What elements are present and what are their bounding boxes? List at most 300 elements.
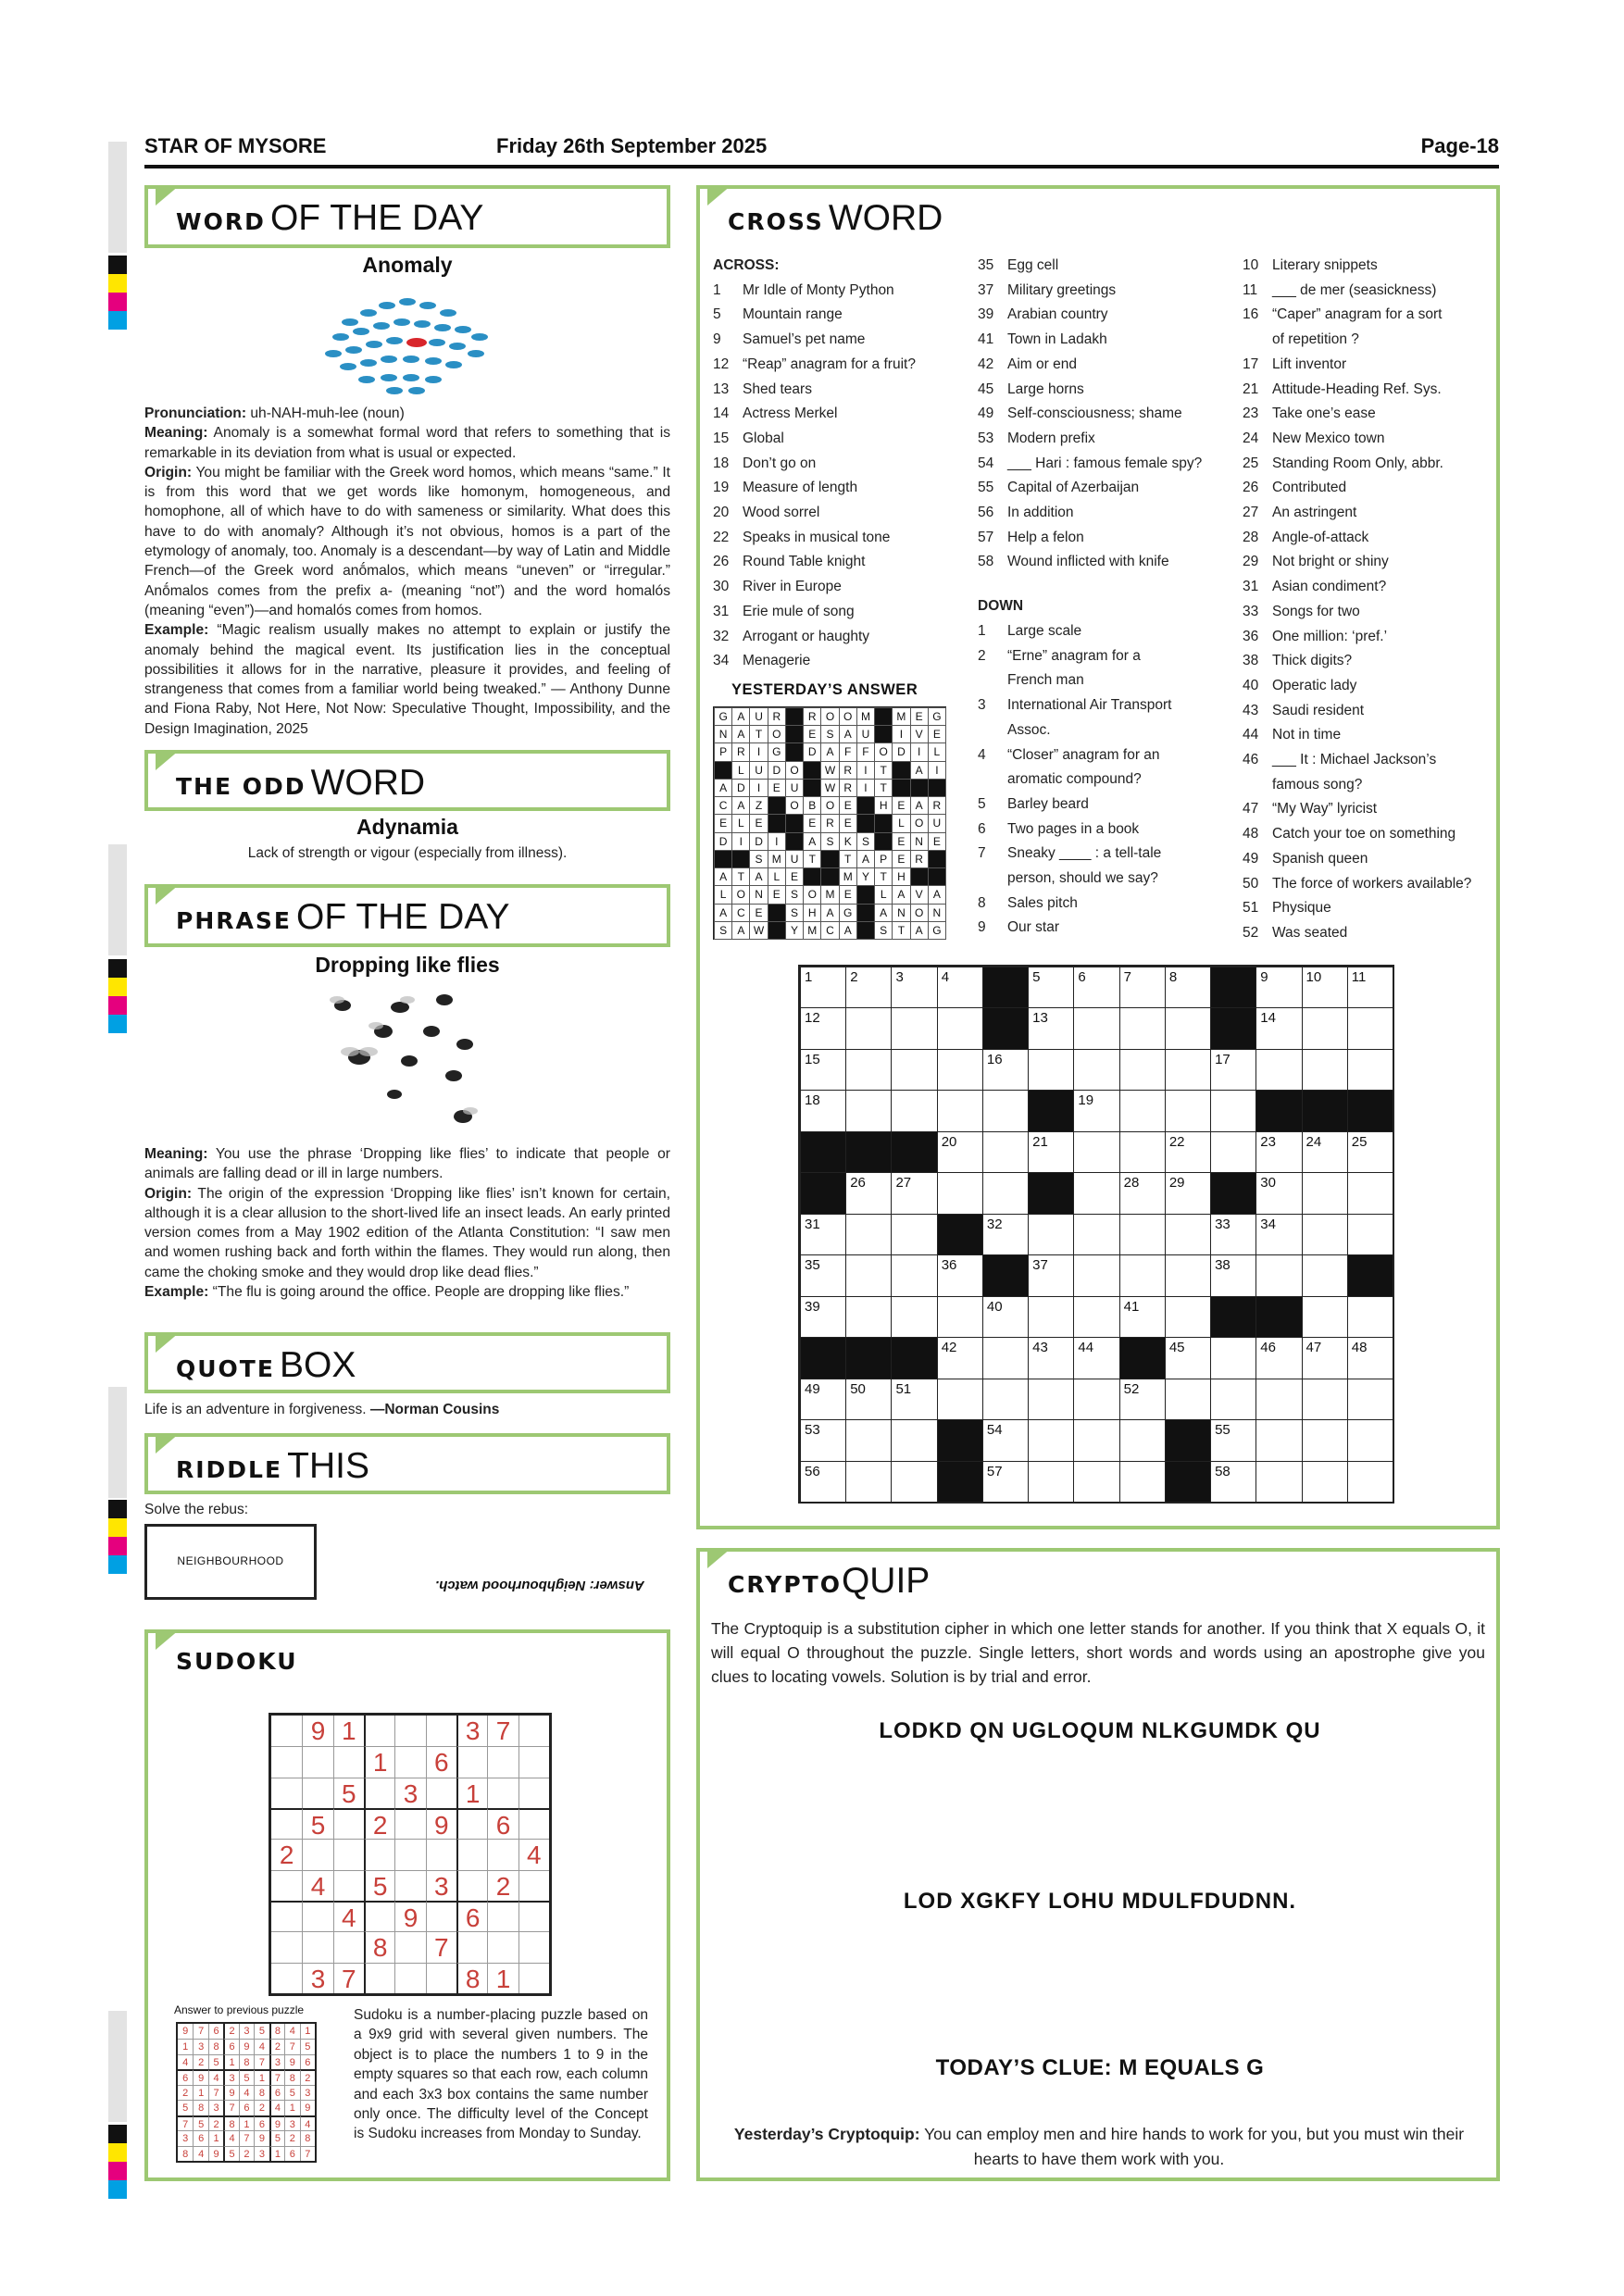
clue-number: 46	[1243, 752, 1259, 767]
sudoku-cell[interactable]	[456, 1870, 487, 1901]
crossword-cell[interactable]	[1119, 1296, 1166, 1338]
answer-cell: S	[714, 921, 732, 940]
crossword-cell[interactable]	[1119, 967, 1166, 1008]
crossword-cell[interactable]	[1165, 1254, 1211, 1296]
crossword-cell[interactable]	[1073, 1379, 1119, 1420]
clue-item	[713, 306, 843, 323]
crossword-cell[interactable]	[1210, 1214, 1256, 1255]
crossword-cell[interactable]	[891, 1214, 937, 1255]
crossword-cell[interactable]	[1073, 1131, 1119, 1173]
crossword-cell[interactable]	[1210, 1090, 1256, 1131]
sudoku-cell: 6	[223, 2039, 238, 2053]
crossword-cell[interactable]	[1302, 1337, 1348, 1379]
answer-cell: R	[839, 761, 857, 780]
crossword-cell[interactable]	[937, 1049, 983, 1091]
crossword-cell[interactable]	[982, 1090, 1029, 1131]
sudoku-cell[interactable]: 7	[333, 1963, 364, 1993]
crossword-cell[interactable]	[1165, 1337, 1211, 1379]
crossword-cell[interactable]	[1255, 1131, 1302, 1173]
crossword-cell[interactable]	[982, 1214, 1029, 1255]
crossword-cell[interactable]	[1165, 1379, 1211, 1420]
clue-number: 37	[978, 281, 994, 298]
crossword-cell[interactable]	[937, 967, 983, 1008]
sudoku-cell[interactable]	[302, 1778, 332, 1808]
crossword-cell[interactable]	[1028, 1049, 1074, 1091]
sudoku-cell[interactable]: 5	[302, 1808, 332, 1839]
crossword-cell[interactable]	[845, 1419, 892, 1461]
sudoku-cell[interactable]: 3	[302, 1963, 332, 1993]
sudoku-cell[interactable]	[333, 1931, 364, 1962]
crossword-cell[interactable]	[1302, 1131, 1348, 1173]
crossword-cell[interactable]	[1255, 1254, 1302, 1296]
crossword-cell[interactable]	[845, 1461, 892, 1503]
crossword-cell[interactable]	[1347, 1296, 1393, 1338]
registration-mark-cyan	[108, 1015, 127, 1033]
crossword-cell[interactable]	[1119, 1007, 1166, 1049]
sudoku-cell: 2	[239, 2146, 254, 2161]
crossword-cell[interactable]	[1302, 1049, 1348, 1091]
sudoku-cell[interactable]	[456, 1931, 487, 1962]
crossword-cell[interactable]	[982, 1461, 1029, 1503]
crossword-cell[interactable]	[1028, 1379, 1074, 1420]
sudoku-cell[interactable]	[271, 1963, 302, 1993]
crossword-cell[interactable]	[800, 1379, 846, 1420]
sudoku-cell[interactable]: 5	[364, 1870, 394, 1901]
crossword-cell[interactable]	[1119, 1131, 1166, 1173]
sudoku-cell[interactable]	[333, 1746, 364, 1777]
sudoku-cell[interactable]	[394, 1746, 425, 1777]
crossword-cell[interactable]	[800, 1007, 846, 1049]
crossword-cell[interactable]	[800, 1461, 846, 1503]
crossword-cell[interactable]	[1347, 1131, 1393, 1173]
crossword-cell[interactable]	[1210, 1379, 1256, 1420]
crossword-cell[interactable]	[800, 1419, 846, 1461]
crossword-cell[interactable]	[1255, 967, 1302, 1008]
sudoku-cell[interactable]	[394, 1870, 425, 1901]
crossword-cell[interactable]	[1302, 1214, 1348, 1255]
clue-text: Contributed	[1272, 480, 1347, 496]
sudoku-cell[interactable]	[487, 1746, 518, 1777]
sudoku-cell[interactable]: 6	[426, 1746, 456, 1777]
sudoku-cell[interactable]: 4	[518, 1839, 549, 1869]
clue-text: “My Way” lyricist	[1272, 801, 1378, 817]
crossword-cell[interactable]	[1119, 1254, 1166, 1296]
sudoku-cell[interactable]	[394, 1716, 425, 1746]
header-small: WORD	[176, 208, 266, 235]
yesterday-cryptoquip	[715, 2122, 1483, 2172]
sudoku-cell[interactable]: 2	[487, 1870, 518, 1901]
crossword-cell[interactable]	[1347, 1049, 1393, 1091]
clue-text: Capital of Azerbaijan	[1007, 480, 1140, 496]
crossword-cell[interactable]	[1210, 1419, 1256, 1461]
clue-item	[978, 406, 1182, 422]
crossword-cell[interactable]	[1347, 1337, 1393, 1379]
crossword-cell[interactable]	[1165, 1131, 1211, 1173]
crossword-cell[interactable]	[845, 1172, 892, 1214]
sudoku-cell[interactable]	[518, 1778, 549, 1808]
sudoku-cell[interactable]	[426, 1716, 456, 1746]
crossword-cell[interactable]	[1302, 1296, 1348, 1338]
crossword-cell[interactable]	[937, 1131, 983, 1173]
crossword-cell[interactable]	[1119, 1379, 1166, 1420]
sudoku-cell[interactable]	[302, 1746, 332, 1777]
crossword-cell[interactable]	[1302, 967, 1348, 1008]
crossword-cell[interactable]	[1165, 967, 1211, 1008]
answer-black-cell	[785, 832, 804, 851]
crossword-cell[interactable]	[1073, 1337, 1119, 1379]
sudoku-cell[interactable]: 3	[394, 1778, 425, 1808]
sudoku-cell[interactable]	[271, 1931, 302, 1962]
crossword-cell[interactable]	[1347, 967, 1393, 1008]
answer-black-cell	[785, 707, 804, 726]
sudoku-cell[interactable]: 1	[487, 1963, 518, 1993]
crossword-grid[interactable]	[798, 965, 1394, 1504]
sudoku-cell[interactable]	[333, 1839, 364, 1869]
crossword-cell[interactable]	[1119, 1214, 1166, 1255]
crossword-cell[interactable]	[1347, 1461, 1393, 1503]
sudoku-cell: 4	[254, 2039, 269, 2053]
clue-item	[713, 653, 810, 669]
crossword-cell[interactable]	[891, 1296, 937, 1338]
crossword-cell[interactable]	[1165, 1296, 1211, 1338]
crossword-cell[interactable]	[982, 1296, 1029, 1338]
crossword-cell[interactable]	[1302, 1172, 1348, 1214]
sudoku-cell[interactable]	[456, 1839, 487, 1869]
answer-cell: H	[803, 904, 821, 922]
sudoku-cell[interactable]	[518, 1931, 549, 1962]
answer-cell: E	[839, 885, 857, 904]
clue-item	[978, 356, 1077, 373]
cryptoquip-line-2: LOD XGKFY LOHU MDULFDUDNN.	[903, 1889, 1297, 1914]
answer-cell: S	[785, 904, 804, 922]
crossword-cell[interactable]	[891, 1419, 937, 1461]
crossword-cell[interactable]	[800, 1090, 846, 1131]
crossword-cell[interactable]	[982, 1049, 1029, 1091]
crossword-cell[interactable]	[1165, 1214, 1211, 1255]
crossword-cell[interactable]	[845, 1214, 892, 1255]
sudoku-cell[interactable]	[487, 1839, 518, 1869]
crossword-cell[interactable]	[1302, 1419, 1348, 1461]
answer-cell: S	[820, 725, 839, 743]
crossword-cell[interactable]	[1302, 1254, 1348, 1296]
cell-number: 35	[805, 1257, 820, 1274]
crossword-cell[interactable]	[1165, 1007, 1211, 1049]
crossword-cell[interactable]	[1073, 967, 1119, 1008]
clue-number: 1	[713, 281, 721, 298]
crossword-cell[interactable]	[1028, 1131, 1074, 1173]
crossword-cell[interactable]	[982, 1419, 1029, 1461]
sudoku-cell[interactable]	[456, 1808, 487, 1839]
sudoku-cell[interactable]	[364, 1963, 394, 1993]
sudoku-cell: 5	[254, 2024, 269, 2039]
crossword-cell[interactable]	[1073, 1007, 1119, 1049]
crossword-cell[interactable]	[891, 1254, 937, 1296]
sudoku-cell[interactable]	[394, 1808, 425, 1839]
crossword-cell[interactable]	[1255, 1049, 1302, 1091]
crossword-cell[interactable]	[800, 1214, 846, 1255]
flag-icon	[156, 1629, 180, 1650]
sudoku-cell[interactable]: 1	[364, 1746, 394, 1777]
sudoku-cell[interactable]: 7	[487, 1716, 518, 1746]
crossword-cell[interactable]	[937, 1172, 983, 1214]
sudoku-cell[interactable]: 9	[302, 1716, 332, 1746]
clue-item	[713, 530, 890, 546]
sudoku-cell[interactable]	[271, 1870, 302, 1901]
crossword-cell[interactable]	[1255, 1379, 1302, 1420]
crossword-cell[interactable]	[1165, 1090, 1211, 1131]
crossword-cell[interactable]	[1347, 1172, 1393, 1214]
answer-cell: E	[749, 904, 768, 922]
label: Yesterday’s Cryptoquip:	[733, 2125, 920, 2143]
answer-cell: A	[731, 725, 750, 743]
quote-box-header	[144, 1332, 670, 1393]
sudoku-cell[interactable]	[487, 1931, 518, 1962]
sudoku-cell: 8	[208, 2039, 223, 2053]
clue-number: 27	[1243, 505, 1259, 520]
crossword-cell[interactable]	[1255, 1214, 1302, 1255]
crossword-cell[interactable]	[800, 1296, 846, 1338]
crossword-cell[interactable]	[937, 1254, 983, 1296]
sudoku-cell[interactable]	[518, 1870, 549, 1901]
crossword-cell[interactable]	[1347, 1419, 1393, 1461]
crossword-cell[interactable]	[891, 1090, 937, 1131]
sudoku-cell: 3	[269, 2054, 284, 2069]
sudoku-cell[interactable]: 7	[426, 1931, 456, 1962]
clue-item	[1243, 678, 1356, 694]
sudoku-grid[interactable]	[269, 1713, 552, 1996]
crossword-cell[interactable]	[1255, 1172, 1302, 1214]
clue-item	[1243, 406, 1376, 422]
crossword-cell[interactable]	[1210, 1254, 1256, 1296]
crossword-cell[interactable]	[891, 1049, 937, 1091]
sudoku-cell[interactable]: 2	[271, 1839, 302, 1869]
crossword-cell[interactable]	[1165, 1172, 1211, 1214]
crossword-cell[interactable]	[845, 1090, 892, 1131]
crossword-cell[interactable]	[1028, 1296, 1074, 1338]
cell-number: 53	[805, 1422, 820, 1439]
sudoku-cell: 1	[284, 2100, 299, 2115]
crossword-cell[interactable]	[1210, 1337, 1256, 1379]
answer-cell: I	[928, 761, 946, 780]
answer-cell: T	[749, 725, 768, 743]
crossword-cell[interactable]	[845, 967, 892, 1008]
sudoku-cell[interactable]: 1	[333, 1716, 364, 1746]
sudoku-cell[interactable]	[518, 1901, 549, 1931]
crossword-cell[interactable]	[982, 1379, 1029, 1420]
crossword-cell[interactable]	[1210, 1461, 1256, 1503]
sudoku-cell[interactable]	[333, 1870, 364, 1901]
crossword-cell[interactable]	[1073, 1214, 1119, 1255]
sudoku-cell[interactable]	[271, 1746, 302, 1777]
cell-number: 11	[1351, 969, 1367, 985]
sudoku-cell[interactable]	[394, 1931, 425, 1962]
answer-cell: O	[910, 814, 929, 832]
crossword-cell[interactable]	[1347, 1379, 1393, 1420]
sudoku-cell[interactable]: 2	[364, 1808, 394, 1839]
crossword-cell[interactable]	[1210, 1131, 1256, 1173]
crossword-cell[interactable]	[1073, 1419, 1119, 1461]
crossword-cell[interactable]	[891, 967, 937, 1008]
crossword-cell[interactable]	[982, 1172, 1029, 1214]
sudoku-cell[interactable]: 6	[487, 1808, 518, 1839]
sudoku-cell[interactable]: 3	[426, 1870, 456, 1901]
crossword-cell[interactable]	[800, 967, 846, 1008]
crossword-cell[interactable]	[1073, 1049, 1119, 1091]
sudoku-cell[interactable]	[518, 1716, 549, 1746]
crossword-cell[interactable]	[800, 1254, 846, 1296]
crossword-cell[interactable]	[891, 1172, 937, 1214]
sudoku-cell: 7	[300, 2146, 315, 2161]
sudoku-cell[interactable]: 4	[333, 1901, 364, 1931]
sudoku-cell[interactable]: 8	[364, 1931, 394, 1962]
crossword-cell[interactable]	[982, 1337, 1029, 1379]
sudoku-cell[interactable]: 1	[456, 1778, 487, 1808]
registration-mark-cyan	[108, 1555, 127, 1574]
crossword-cell[interactable]	[1073, 1461, 1119, 1503]
crossword-cell[interactable]	[1119, 1049, 1166, 1091]
crossword-cell[interactable]	[982, 1131, 1029, 1173]
crossword-cell[interactable]	[845, 1254, 892, 1296]
crossword-cell[interactable]	[1028, 1337, 1074, 1379]
margin-strip	[108, 142, 127, 253]
clue-number: 14	[713, 406, 730, 422]
clue-item	[978, 430, 1095, 447]
crossword-cell[interactable]	[1255, 1337, 1302, 1379]
sudoku-cell[interactable]: 6	[456, 1901, 487, 1931]
crossword-cell[interactable]	[845, 1296, 892, 1338]
sudoku-cell[interactable]	[333, 1808, 364, 1839]
sudoku-cell[interactable]	[271, 1778, 302, 1808]
odd-word-header	[144, 750, 670, 811]
crossword-black-cell	[1347, 1254, 1393, 1296]
crossword-cell[interactable]	[1028, 1254, 1074, 1296]
cell-number: 31	[805, 1216, 820, 1232]
sudoku-cell[interactable]	[426, 1901, 456, 1931]
crossword-cell[interactable]	[937, 1007, 983, 1049]
sudoku-cell[interactable]: 9	[394, 1901, 425, 1931]
crossword-cell[interactable]	[1255, 1461, 1302, 1503]
crossword-cell[interactable]	[1302, 1007, 1348, 1049]
sudoku-cell[interactable]	[426, 1963, 456, 1993]
clue-item	[1243, 430, 1384, 447]
crossword-cell[interactable]	[1255, 1007, 1302, 1049]
crossword-cell[interactable]	[937, 1090, 983, 1131]
sudoku-cell[interactable]	[271, 1901, 302, 1931]
crossword-cell[interactable]	[891, 1461, 937, 1503]
crossword-cell[interactable]	[937, 1379, 983, 1420]
sudoku-cell[interactable]	[487, 1778, 518, 1808]
crossword-cell[interactable]	[1165, 1049, 1211, 1091]
crossword-cell[interactable]	[1028, 1214, 1074, 1255]
clue-number: 4	[978, 746, 986, 763]
sudoku-cell[interactable]	[271, 1716, 302, 1746]
sudoku-cell[interactable]	[302, 1931, 332, 1962]
crossword-cell[interactable]	[1073, 1172, 1119, 1214]
sudoku-cell[interactable]	[518, 1808, 549, 1839]
sudoku-cell[interactable]	[394, 1839, 425, 1869]
clue-text: Actress Merkel	[743, 406, 838, 422]
sudoku-cell[interactable]	[364, 1716, 394, 1746]
clue-number: 53	[978, 430, 994, 446]
clue-text: “Caper” anagram for a sort	[1272, 306, 1443, 323]
sudoku-cell[interactable]: 4	[302, 1870, 332, 1901]
answer-black-cell	[910, 867, 929, 886]
origin: You might be familiar with the Greek word homos, which means “same.” It is from this word that we get words like homonym, homogeneous, and homophone, all of which have to do with sameness or similarity. What does this have to do with anomaly? Although it’s not obvious, homos is a part of the etymology of anomaly, too. Anomaly is a descendant—by way of Latin and Middle French—of the Greek word anṓmalos, which means “uneven” or “irregular.” Anṓmalos comes from the prefix a- (meaning “not”) and the word homalós (meaning “even”)—and homalós comes from homos.	[144, 464, 670, 618]
crossword-cell[interactable]	[1119, 1090, 1166, 1131]
crossword-cell[interactable]	[1073, 1296, 1119, 1338]
sudoku-cell[interactable]: 3	[456, 1716, 487, 1746]
crossword-cell[interactable]	[1028, 967, 1074, 1008]
sudoku-cell[interactable]	[518, 1746, 549, 1777]
crossword-cell[interactable]	[1210, 1049, 1256, 1091]
sudoku-cell[interactable]	[271, 1808, 302, 1839]
sudoku-cell[interactable]: 8	[456, 1963, 487, 1993]
cryptoquip-line-1: LODKD QN UGLOQUM NLKGUMDK QU	[879, 1718, 1321, 1743]
crossword-cell[interactable]	[1347, 1007, 1393, 1049]
sudoku-cell: 6	[178, 2069, 193, 2084]
sudoku-cell[interactable]	[426, 1839, 456, 1869]
sudoku-cell[interactable]	[364, 1901, 394, 1931]
crossword-cell[interactable]	[800, 1049, 846, 1091]
clue-item	[713, 579, 842, 595]
sudoku-cell[interactable]	[364, 1839, 394, 1869]
sudoku-cell[interactable]	[487, 1901, 518, 1931]
crossword-cell[interactable]	[1255, 1419, 1302, 1461]
sudoku-cell[interactable]	[394, 1963, 425, 1993]
sudoku-cell[interactable]	[302, 1901, 332, 1931]
crossword-black-cell	[982, 967, 1029, 1008]
crossword-cell[interactable]	[845, 1007, 892, 1049]
crossword-cell[interactable]	[1073, 1090, 1119, 1131]
crossword-cell[interactable]	[1347, 1214, 1393, 1255]
answer-cell: H	[874, 796, 893, 815]
answer-cell: T	[874, 761, 893, 780]
crossword-cell[interactable]	[1119, 1172, 1166, 1214]
clue-text: Literary snippets	[1272, 257, 1378, 273]
answer-cell: O	[785, 761, 804, 780]
sudoku-cell[interactable]	[364, 1778, 394, 1808]
sudoku-cell: 9	[254, 2130, 269, 2145]
sudoku-cell[interactable]	[518, 1963, 549, 1993]
crossword-cell[interactable]	[1028, 1007, 1074, 1049]
crossword-cell[interactable]	[1073, 1254, 1119, 1296]
clue-item	[1243, 900, 1331, 917]
crossword-cell[interactable]	[937, 1337, 983, 1379]
crossword-cell[interactable]	[1119, 1461, 1166, 1503]
crossword-cell[interactable]	[1119, 1419, 1166, 1461]
crossword-cell[interactable]	[845, 1379, 892, 1420]
sudoku-cell[interactable]: 9	[426, 1808, 456, 1839]
crossword-cell[interactable]	[891, 1007, 937, 1049]
registration-mark-magenta	[108, 293, 127, 311]
crossword-cell[interactable]	[1028, 1461, 1074, 1503]
crossword-cell[interactable]	[891, 1379, 937, 1420]
sudoku-cell: 2	[254, 2100, 269, 2115]
crossword-cell[interactable]	[1302, 1461, 1348, 1503]
answer-cell: R	[803, 707, 821, 726]
answer-black-cell	[768, 814, 786, 832]
sudoku-cell[interactable]	[426, 1778, 456, 1808]
sudoku-cell[interactable]: 5	[333, 1778, 364, 1808]
crossword-cell[interactable]	[937, 1296, 983, 1338]
answer-cell: I	[768, 832, 786, 851]
sudoku-cell[interactable]	[456, 1746, 487, 1777]
sudoku-cell[interactable]	[302, 1839, 332, 1869]
crossword-cell[interactable]	[1028, 1419, 1074, 1461]
crossword-cell[interactable]	[845, 1049, 892, 1091]
crossword-cell[interactable]	[1302, 1379, 1348, 1420]
clue-number: 26	[1243, 480, 1259, 496]
